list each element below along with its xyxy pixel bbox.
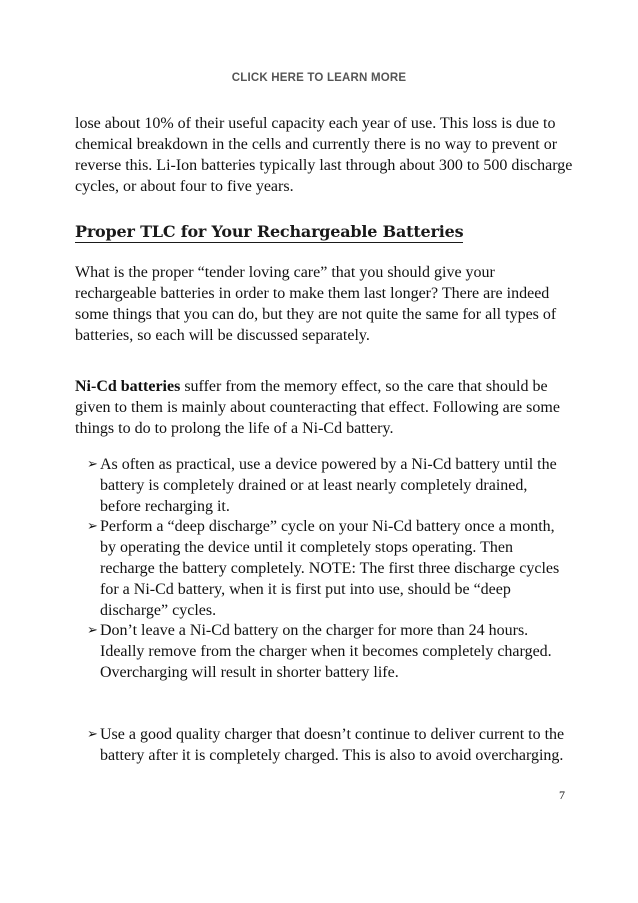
arrow-bullet-icon: ➢ [87, 519, 98, 534]
list-item-text: Perform a “deep discharge” cycle on your Ni-Cd battery once a month, by operating the device until it completely stops operating. Then recharge the battery completely. NOTE: The first three discharge cycles for a Ni-Cd battery, when it is first put into use, should be “deep discharge” cycles. [100, 518, 560, 619]
arrow-bullet-icon: ➢ [87, 457, 98, 472]
intro-paragraph: lose about 10% of their useful capacity each year of use. This loss is due to chemical breakdown in the cells and currently there is no way to prevent or reverse this. Li-Ion batteries typically last through about 300 to 500 discharge cycles, or about four to five years. [75, 115, 573, 195]
arrow-bullet-icon: ➢ [87, 623, 98, 638]
care-paragraph: What is the proper “tender loving care” that you should give your rechargeable batteries in order to make them last longer? There are indeed some things that you can do, but they are not quite the same for all types of batteries, so each will be discussed separately. [75, 264, 557, 344]
nicd-lead: Ni-Cd batteries [75, 378, 181, 395]
learn-more-link[interactable]: CLICK HERE TO LEARN MORE [231, 72, 407, 84]
arrow-bullet-icon: ➢ [87, 727, 98, 742]
list-item-text: Don’t leave a Ni-Cd battery on the charger for more than 24 hours. Ideally remove from the charger when it becomes completely charged. Overcharging will result in shorter battery life. [100, 622, 552, 681]
page-number: 7 [559, 788, 565, 802]
list-item-text: Use a good quality charger that doesn’t continue to deliver current to the battery after it is completely charged. This is also to avoid overcharging. [100, 726, 565, 764]
nicd-paragraph-text: suffer from the memory effect, so the care that should be given to them is mainly about counteracting that effect. Following are some things to do to prolong the life of a Ni-Cd battery. [75, 378, 560, 437]
section-heading-text: Proper TLC for Your Rechargeable Batteries [75, 222, 464, 241]
nicd-paragraph [75, 376, 575, 439]
list-item-text: As often as practical, use a device powered by a Ni-Cd battery until the battery is completely drained or at least nearly completely drained, before recharging it. [100, 456, 557, 515]
section-heading [75, 222, 575, 241]
